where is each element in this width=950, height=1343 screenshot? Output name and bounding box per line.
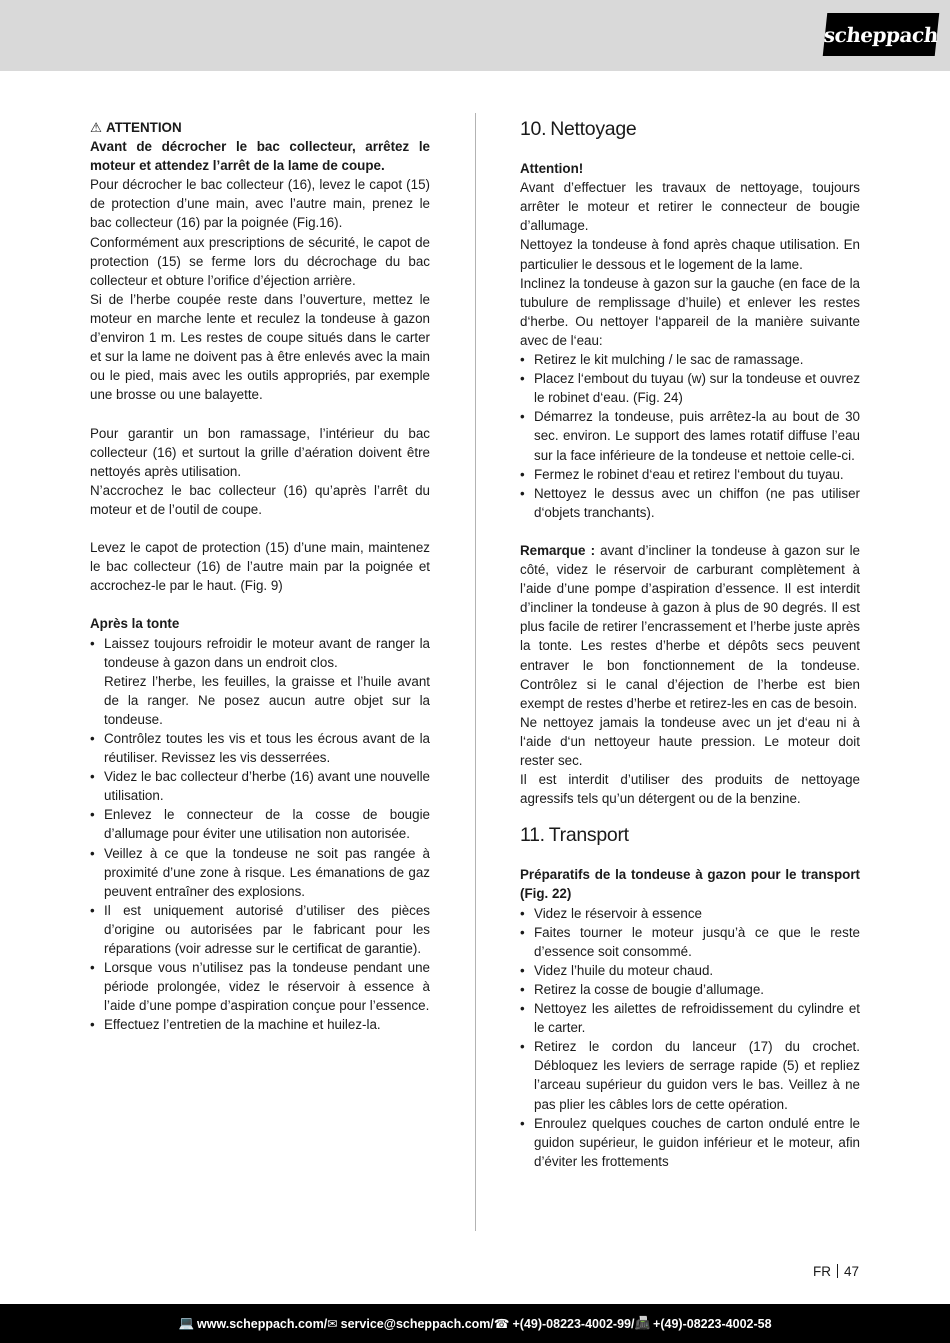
list-item: • Fermez le robinet d‘eau et retirez l‘embout du tuyau.	[520, 465, 860, 484]
list-item: • Nettoyez le dessus avec un chiffon (ne pas utiliser d‘objets tranchants).	[520, 484, 860, 522]
header-bar	[0, 0, 950, 71]
fax-number: +(49)-08223-4002-58	[653, 1316, 772, 1331]
language-code: FR	[813, 1264, 831, 1279]
right-column	[520, 118, 860, 1171]
list-item: • Placez l‘embout du tuyau (w) sur la tondeuse et ouvrez le robinet d‘eau. (Fig. 24)	[520, 369, 860, 407]
fax-icon: 📠	[634, 1316, 651, 1330]
email-link[interactable]: service@scheppach.com	[340, 1316, 491, 1331]
attention-label: Attention!	[520, 161, 584, 177]
paragraph: Ne nettoyez jamais la tondeuse avec un jet d‘eau ni à l‘aide d‘un nettoyeur haute pression. Le moteur doit rester sec.	[520, 714, 860, 768]
warning-triangle-icon: ⚠	[90, 120, 103, 135]
paragraph: Conformément aux prescriptions de sécurité, le capot de protection (15) se ferme lors du décrochage du bac collecteur et obture l’orifice d’éjection arrière.	[90, 234, 430, 288]
list-item: • Lorsque vous n’utilisez pas la tondeuse pendant une période prolongée, videz le réservoir à essence à l’aide d’une pompe d’aspiration conçue pour l’essence.	[90, 958, 430, 1015]
footer-bar: 💻 www.scheppach.com / ✉ service@scheppach.com / ☎ +(49)-08223-4002-99 / 📠 +(49)-08223-4002-58	[0, 1304, 950, 1343]
list-item: • Enroulez quelques couches de carton ondulé entre le guidon supérieur, le guidon inférieur et le moteur, afin d’éviter les frottements	[520, 1114, 860, 1171]
paragraph: N’accrochez le bac collecteur (16) qu’après l’arrêt du moteur et de l’outil de coupe.	[90, 482, 430, 517]
remark-paragraph: Remarque : avant d’incliner la tondeuse à gazon sur le côté, videz le réservoir de carburant complètement à l’aide d’une pompe d’aspiration d’essence. Il est interdit d’incliner la tondeuse à gazon à plus de 90 degrés. Il est plus facile de retirer l’encrassement et l’herbe juste après la tonte. Les restes d’herbe et dépôts secs peuvent entraver le bon fonctionnement de la tondeuse. Contrôlez si le canal d’éjection de l’herbe est bien exempt de restes d’herbe et retirez-les en cas de besoin.	[520, 542, 860, 711]
transport-prep-heading: Préparatifs de la tondeuse à gazon pour le transport (Fig. 22)	[520, 867, 860, 902]
warning-heading: ⚠ ATTENTION	[90, 118, 430, 137]
scheppach-logo: scheppach	[823, 13, 940, 56]
paragraph: Pour décrocher le bac collecteur (16), levez le capot (15) de protection d’une main, avec l’autre main, prenez le bac collecteur (16) par la poignée (Fig.16).	[90, 177, 430, 231]
paragraph: Si de l’herbe coupée reste dans l’ouverture, mettez le moteur en marche lente et reculez la tondeuse à gazon d’environ 1 m. Les restes de coupe situés dans le carter et sur la lame ne doivent pas à être enlevés avec la main ou le pied, mais avec les outils appropriés, par exemple une brosse ou une balayette.	[90, 291, 430, 403]
page-number	[813, 1264, 859, 1279]
website-link[interactable]: www.scheppach.com	[197, 1316, 324, 1331]
list-item: • Enlevez le connecteur de la cosse de bougie d’allumage pour éviter une utilisation non autorisée.	[90, 805, 430, 843]
phone-number: +(49)-08223-4002-99	[512, 1316, 631, 1331]
list-item: • Contrôlez toutes les vis et tous les écrous avant de la réutiliser. Revissez les vis desserrées.	[90, 729, 430, 767]
cleaning-list	[520, 350, 860, 522]
list-item: • Démarrez la tondeuse, puis arrêtez-la au bout de 30 sec. environ. Le support des lames rotatif diffuse l’eau sur la face inférieure de la tondeuse et nettoie celle-ci.	[520, 407, 860, 464]
paragraph: Avant d’effectuer les travaux de nettoyage, toujours arrêter le moteur et retirer le connecteur de bougie d’allumage.	[520, 180, 860, 234]
phone-icon: ☎	[493, 1317, 510, 1331]
section-heading-cleaning: 10. Nettoyage	[520, 118, 637, 140]
left-column	[90, 118, 430, 1035]
paragraph: Levez le capot de protection (15) d’une main, maintenez le bac collecteur (16) de l’autre main par la poignée et accrochez-le par le haut. (Fig. 9)	[90, 540, 430, 594]
warning-text: Avant de décrocher le bac collecteur, arrêtez le moteur et attendez l’arrêt de la lame de coupe.	[90, 139, 430, 174]
paragraph: Pour garantir un bon ramassage, l’intérieur du bac collecteur (16) et surtout la grille d’aération doivent être nettoyés après utilisation.	[90, 425, 430, 479]
paragraph: Nettoyez la tondeuse à fond après chaque utilisation. En particulier le dessous et le logement de la lame.	[520, 237, 860, 272]
list-item: • Il est uniquement autorisé d’utiliser des pièces d’origine ou autorisées par le fabricant pour les réparations (voir adresse sur le certificat de garantie).	[90, 901, 430, 958]
list-item: • Effectuez l’entretien de la machine et huilez-la.	[90, 1015, 430, 1034]
list-item: • Retirez la cosse de bougie d’allumage.	[520, 980, 860, 999]
page-number-value: 47	[844, 1264, 860, 1279]
list-item: • Nettoyez les ailettes de refroidissement du cylindre et le carter.	[520, 999, 860, 1037]
list-item: • Retirez le cordon du lanceur (17) du crochet. Débloquez les leviers de serrage rapide (5) et repliez l’arceau supérieur du guidon vers le bas. Veillez à ne pas plier les câbles lors de cette opération.	[520, 1037, 860, 1113]
after-mowing-heading: Après la tonte	[90, 616, 180, 632]
list-item: • Videz l’huile du moteur chaud.	[520, 961, 860, 980]
list-item: • Videz le réservoir à essence	[520, 904, 860, 923]
paragraph: Inclinez la tondeuse à gazon sur la gauche (en face de la tubulure de remplissage d’huile) et enlever les restes d‘herbe. Ou nettoyer l‘appareil de la manière suivante avec de l‘eau:	[520, 275, 860, 348]
transport-list	[520, 904, 860, 1171]
column-divider	[475, 113, 476, 1231]
laptop-icon: 💻	[178, 1316, 195, 1330]
list-item: • Faites tourner le moteur jusqu’à ce que le reste d’essence soit consommé.	[520, 923, 860, 961]
section-heading-transport: 11. Transport	[520, 824, 629, 847]
list-item: • Veillez à ce que la tondeuse ne soit pas rangée à proximité d’une zone à risque. Les émanations de gaz peuvent entraîner des explosions.	[90, 844, 430, 901]
paragraph: Il est interdit d’utiliser des produits de nettoyage agressifs tels qu’un détergent ou de la benzine.	[520, 772, 860, 807]
list-item: • Laissez toujours refroidir le moteur avant de ranger la tondeuse à gazon dans un endroit clos. Retirez l’herbe, les feuilles, la graisse et l’huile avant de la ranger. Ne posez aucun autre objet sur la tondeuse.	[90, 634, 430, 729]
mail-icon: ✉	[327, 1317, 338, 1331]
list-item: • Videz le bac collecteur d’herbe (16) avant une nouvelle utilisation.	[90, 767, 430, 805]
after-mowing-list	[90, 634, 430, 1035]
list-item: • Retirez le kit mulching / le sac de ramassage.	[520, 350, 860, 369]
